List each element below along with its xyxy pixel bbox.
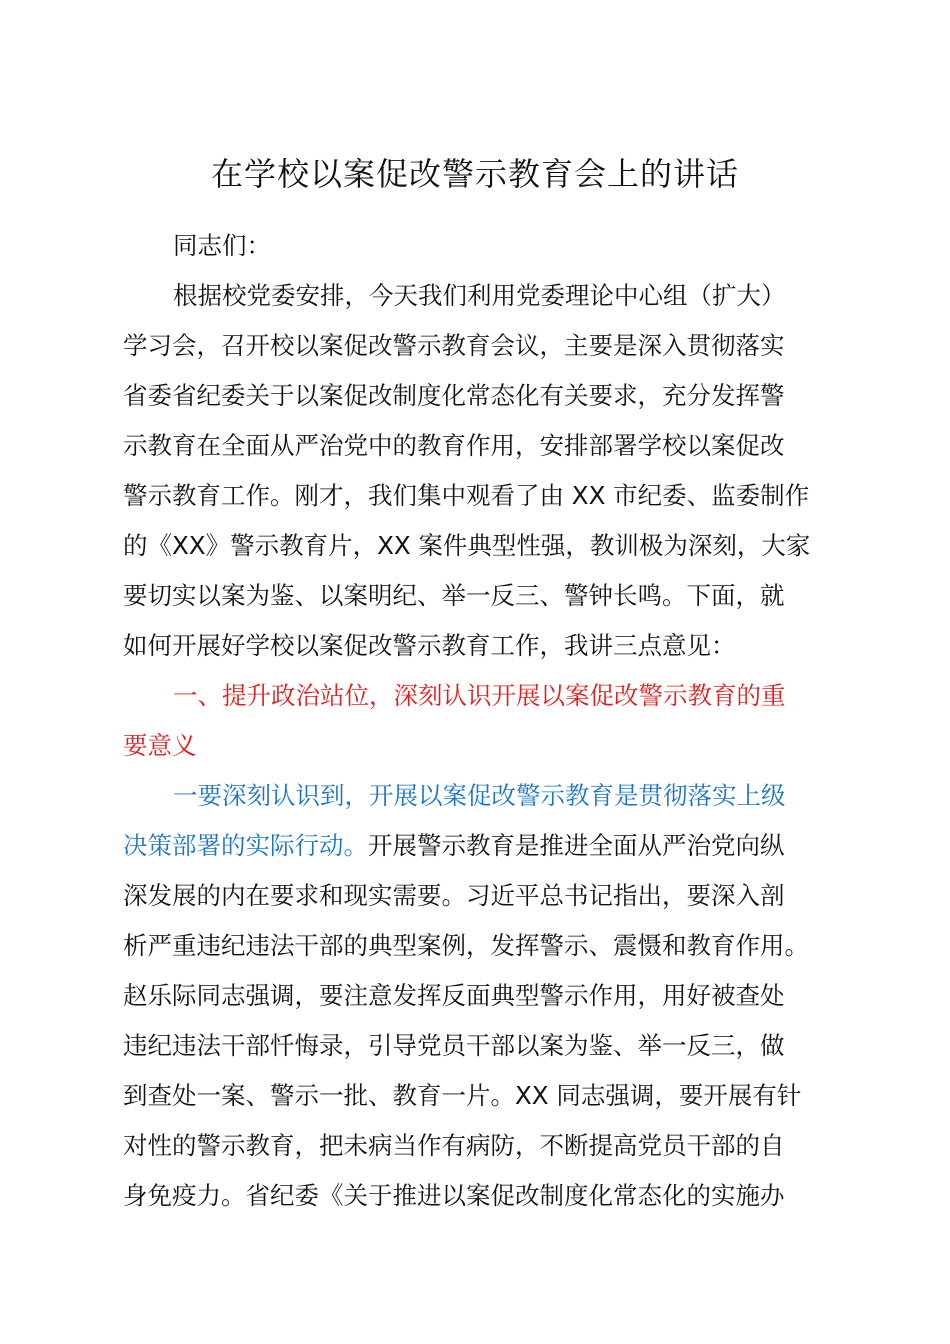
section-heading: 一、提升政治站位，深刻认识开展以案促改警示教育的重 [173,681,786,710]
paragraph-line: 如何开展好学校以案促改警示教育工作，我讲三点意见： [123,631,736,660]
salutation: 同志们： [173,231,271,260]
paragraph-line: 析严重违纪违法干部的典型案例，发挥警示、震慑和教育作用。 [123,931,809,960]
paragraph-line: 根据校党委安排，今天我们利用党委理论中心组（扩大） [173,281,786,310]
subheading-continued: 决策部署的实际行动。 [123,831,368,860]
section-heading-continued: 要意义 [123,731,197,760]
paragraph-line: 省委省纪委关于以案促改制度化常态化有关要求，充分发挥警 [123,381,785,410]
paragraph-text: 开展警示教育是推进全面从严治党向纵 [368,831,785,860]
paragraph-line: 学习会，召开校以案促改警示教育会议，主要是深入贯彻落实 [123,331,785,360]
paragraph-line: 警示教育工作。刚才，我们集中观看了由 XX 市纪委、监委制作 [123,481,810,510]
document-title: 在学校以案促改警示教育会上的讲话 [210,155,739,193]
paragraph-line: 的《XX》警示教育片，XX 案件典型性强，教训极为深刻，大家 [123,531,811,560]
paragraph-line: 对性的警示教育，把未病当作有病防，不断提高党员干部的自 [123,1131,785,1160]
paragraph-line: 要切实以案为鉴、以案明纪、举一反三、警钟长鸣。下面，就 [123,581,785,610]
paragraph-line: 违纪违法干部忏悔录，引导党员干部以案为鉴、举一反三，做 [123,1031,785,1060]
subheading: 一要深刻认识到，开展以案促改警示教育是贯彻落实上级 [173,781,786,810]
paragraph-line [123,826,785,866]
paragraph-line: 赵乐际同志强调，要注意发挥反面典型警示作用，用好被查处 [123,981,785,1010]
paragraph-line: 到查处一案、警示一批、教育一片。XX 同志强调，要开展有针 [123,1081,802,1110]
paragraph-line: 身免疫力。省纪委《关于推进以案促改制度化常态化的实施办 [123,1181,785,1210]
paragraph-line: 示教育在全面从严治党中的教育作用，安排部署学校以案促改 [123,431,785,460]
paragraph-line: 深发展的内在要求和现实需要。习近平总书记指出，要深入剖 [123,881,785,910]
